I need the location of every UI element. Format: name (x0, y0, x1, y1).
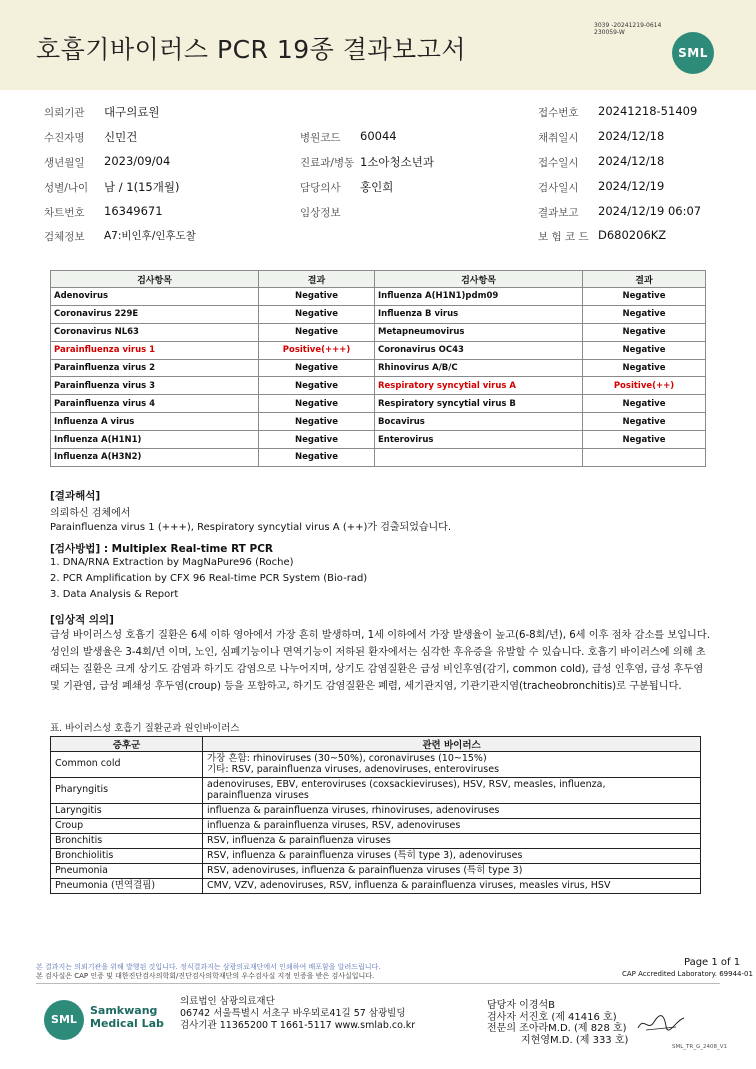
col-header-item: 검사항목 (375, 271, 583, 288)
col-header-item: 검사항목 (51, 271, 259, 288)
test-result: Negative (259, 288, 375, 306)
method-heading: [검사방법] : Multiplex Real-time RT PCR (50, 543, 273, 555)
result-row (51, 288, 706, 306)
value-chart-no: 16349671 (104, 204, 163, 218)
syndrome-body (51, 752, 701, 894)
label-report-date: 결과보고 (538, 207, 579, 219)
syndrome-name: Bronchitis (51, 834, 203, 849)
test-item-name: Bocavirus (375, 413, 583, 431)
method-step: 2. PCR Amplification by CFX 96 Real-time PCR System (Bio-rad) (50, 573, 368, 584)
test-result: Negative (583, 413, 706, 431)
sml-logo-icon: SML (672, 32, 714, 74)
organization-info: 의료법인 삼광의료재단 06742 서울특별시 서초구 바우뫼로41길 57 삼광빌딩 검사기관 11365200 T 1661-5117 www.smlab.co.kr (180, 996, 416, 1031)
test-result: Negative (259, 305, 375, 323)
document-id: 3039 -20241219-0614 230059-W (594, 22, 662, 36)
test-result: Positive(++) (583, 377, 706, 395)
interpretation-result: Parainfluenza virus 1 (+++), Respiratory syncytial virus A (++)가 검출되었습니다. (50, 522, 452, 533)
syndrome-viruses (203, 819, 701, 834)
result-row (51, 431, 706, 449)
clinical-heading: [임상적 의의] (50, 614, 114, 626)
syndrome-viruses (203, 834, 701, 849)
value-patient-name: 신민건 (104, 130, 138, 144)
clinical-text: 급성 바이러스성 호흡기 질환은 6세 이하 영아에서 가장 흔히 발생하며, 1세 이하에서 가장 발생율이 높고(6-8회/년), 6세 이후 점차 감소를 보입니다. 성인의 발생율은 3-4회/년 이며, 노인, 심폐기능이나 면역기능이 저하된 환자에서는 심각한 후유증을 유발할 수 있습니다. 호흡기 바이러스에 의해 초래되는 질환은 크게 상기도 감염과 하기도 감염으로 나누어지며, 상기도 감염질환은 급성 비인후염(감기, common cold), 급성 인후염, 급성 후두염 및 기관염, 급성 폐쇄성 후두염(croup) 등을 포함하고, 하기도 감염질환은 폐렴, 세기관지염, 기관기관지염(tracheobronchitis)로 구분됩니다. (50, 630, 710, 692)
syndrome-viruses (203, 879, 701, 894)
virus-line: influenza & parainfluenza viruses, rhinoviruses, adenoviruses (207, 804, 500, 816)
syndrome-viruses (203, 804, 701, 819)
test-result: Negative (583, 323, 706, 341)
test-result: Negative (259, 413, 375, 431)
value-insurance-code: D680206KZ (598, 228, 667, 242)
info-row (0, 224, 756, 248)
virus-line: parainfluenza viruses (207, 789, 309, 801)
virus-line: RSV, adenoviruses, influenza & parainfluenza viruses (특히 type 3) (207, 864, 523, 876)
test-item-name: Influenza A virus (51, 413, 259, 431)
col-header-result: 결과 (583, 271, 706, 288)
test-item-name: Enterovirus (375, 431, 583, 449)
virus-line: RSV, influenza & parainfluenza viruses (207, 834, 391, 846)
label-requesting-org: 의뢰기관 (44, 107, 85, 119)
test-result: Negative (259, 323, 375, 341)
test-result: Negative (259, 359, 375, 377)
value-received-date: 2024/12/18 (598, 154, 665, 168)
syndrome-viruses (203, 849, 701, 864)
virus-line: 가장 흔함: rhinoviruses (30~50%), coronaviruses (10~15%) (207, 753, 487, 764)
footer-cap-note: 본 검사실은 CAP 인증 및 대한진단검사의학회/진단검사의학재단의 우수검사실 지정 인증을 받은 검사실입니다. (36, 972, 375, 980)
syndrome-viruses (203, 752, 701, 778)
info-row (0, 125, 756, 149)
test-item-name (375, 449, 583, 467)
value-collection-date: 2024/12/18 (598, 129, 665, 143)
test-result: Negative (583, 359, 706, 377)
syndrome-name: Pneumonia (51, 864, 203, 879)
syndrome-viruses (203, 778, 701, 804)
test-item-name: Parainfluenza virus 1 (51, 341, 259, 359)
label-specimen: 검체정보 (44, 231, 85, 243)
label-collection-date: 채취일시 (538, 132, 579, 144)
result-row (51, 341, 706, 359)
physician-signature-icon (636, 1010, 686, 1036)
cap-accreditation: CAP Accredited Laboratory. 69944-01 (622, 970, 753, 978)
result-row (51, 377, 706, 395)
virus-line: 기타: RSV, parainfluenza viruses, adenoviruses, enteroviruses (207, 763, 500, 775)
test-item-name: Parainfluenza virus 4 (51, 395, 259, 413)
label-patient-name: 수진자명 (44, 132, 85, 144)
test-result: Negative (583, 341, 706, 359)
result-row (51, 395, 706, 413)
virus-line: adenoviruses, EBV, enteroviruses (coxsackieviruses), HSV, RSV, measles, influenza, (207, 779, 606, 790)
syndrome-row (51, 752, 701, 778)
result-row (51, 323, 706, 341)
test-item-name: Metapneumovirus (375, 323, 583, 341)
virus-line: CMV, VZV, adenoviruses, RSV, influenza & parainfluenza viruses, measles virus, HSV (207, 879, 611, 891)
value-birth-date: 2023/09/04 (104, 154, 171, 168)
sml-footer-logo-icon: SML (44, 1000, 84, 1040)
label-physician: 담당의사 (300, 182, 341, 194)
col-header-viruses: 관련 바이러스 (203, 737, 701, 752)
footer-note: 본 결과지는 의뢰기관을 위해 발행된 것입니다. 정식결과지는 삼광의료재단에서 인쇄하여 배포함을 알려드립니다. (36, 963, 381, 971)
test-item-name: Coronavirus NL63 (51, 323, 259, 341)
test-result: Negative (259, 449, 375, 467)
test-result: Positive(+++) (259, 341, 375, 359)
test-item-name: Influenza A(H3N2) (51, 449, 259, 467)
test-item-name: Rhinovirus A/B/C (375, 359, 583, 377)
syndrome-name: Croup (51, 819, 203, 834)
label-accession-no: 접수번호 (538, 107, 579, 119)
syndrome-name: Common cold (51, 752, 203, 778)
staff-list: 담당자 이경석B 검사자 서진호 (제 41416 호) 전문의 조아라M.D. (제 828 호) 지현영M.D. (제 333 호) (487, 1000, 629, 1046)
value-sex-age: 남 / 1(15개월) (104, 180, 180, 194)
syndrome-name: Pneumonia (면역결핍) (51, 879, 203, 894)
label-clinical-info: 임상정보 (300, 207, 341, 219)
label-insurance-code: 보 험 코 드 (538, 231, 589, 243)
value-report-date: 2024/12/19 06:07 (598, 204, 702, 218)
syndrome-table-caption: 표. 바이러스성 호흡기 질환군과 원인바이러스 (50, 723, 240, 734)
brand-name: Samkwang Medical Lab (90, 1004, 164, 1030)
report-header (0, 0, 756, 90)
results-body (51, 288, 706, 467)
syndrome-row (51, 804, 701, 819)
test-item-name: Parainfluenza virus 3 (51, 377, 259, 395)
value-specimen: A7:비인후/인후도찰 (104, 230, 196, 242)
test-result: Negative (583, 305, 706, 323)
value-accession-no: 20241218-51409 (598, 104, 698, 118)
result-row (51, 359, 706, 377)
label-test-date: 검사일시 (538, 182, 579, 194)
value-department: 1소아청소년과 (360, 155, 434, 169)
result-row (51, 449, 706, 467)
test-result (583, 449, 706, 467)
results-header-row (51, 271, 706, 288)
test-item-name: Influenza A(H1N1) (51, 431, 259, 449)
col-header-result: 결과 (259, 271, 375, 288)
test-item-name: Influenza A(H1N1)pdm09 (375, 288, 583, 306)
label-birth-date: 생년월일 (44, 157, 85, 169)
test-item-name: Adenovirus (51, 288, 259, 306)
label-sex-age: 성별/나이 (44, 182, 89, 194)
syndrome-row (51, 778, 701, 804)
value-requesting-org: 대구의료원 (104, 105, 160, 119)
label-hospital-code: 병원코드 (300, 132, 341, 144)
interpretation-line: 의뢰하신 검체에서 (50, 508, 131, 519)
test-item-name: Coronavirus OC43 (375, 341, 583, 359)
test-item-name: Influenza B virus (375, 305, 583, 323)
label-received-date: 접수일시 (538, 157, 579, 169)
test-result: Negative (583, 395, 706, 413)
test-result: Negative (259, 377, 375, 395)
form-code: SML_TR_G_2408_V1 (672, 1044, 728, 1050)
info-row (0, 100, 756, 124)
syndrome-name: Bronchiolitis (51, 849, 203, 864)
syndrome-row (51, 849, 701, 864)
syndrome-row (51, 834, 701, 849)
info-row (0, 200, 756, 224)
info-row (0, 150, 756, 174)
syndrome-header-row (51, 737, 701, 752)
test-item-name: Respiratory syncytial virus B (375, 395, 583, 413)
test-item-name: Parainfluenza virus 2 (51, 359, 259, 377)
footer-divider (36, 983, 720, 984)
method-step: 1. DNA/RNA Extraction by MagNaPure96 (Roche) (50, 557, 294, 568)
value-hospital-code: 60044 (360, 129, 397, 143)
report-title: 호흡기바이러스 PCR 19종 결과보고서 (36, 35, 467, 64)
value-physician: 홍인희 (360, 180, 394, 194)
virus-line: RSV, influenza & parainfluenza viruses (특히 type 3), adenoviruses (207, 849, 523, 861)
test-result: Negative (583, 431, 706, 449)
info-row (0, 175, 756, 199)
results-table (50, 270, 706, 467)
syndrome-name: Laryngitis (51, 804, 203, 819)
value-test-date: 2024/12/19 (598, 179, 665, 193)
label-chart-no: 차트번호 (44, 207, 85, 219)
test-result: Negative (259, 395, 375, 413)
method-step: 3. Data Analysis & Report (50, 589, 179, 600)
test-item-name: Coronavirus 229E (51, 305, 259, 323)
test-result: Negative (583, 288, 706, 306)
syndrome-name: Pharyngitis (51, 778, 203, 804)
syndrome-row (51, 819, 701, 834)
result-row (51, 305, 706, 323)
col-header-syndrome: 증후군 (51, 737, 203, 752)
interpretation-heading: [결과해석] (50, 490, 101, 502)
label-department: 진료과/병동 (300, 157, 355, 169)
test-result: Negative (259, 431, 375, 449)
syndrome-row (51, 864, 701, 879)
syndrome-viruses (203, 864, 701, 879)
result-row (51, 413, 706, 431)
syndrome-table (50, 736, 701, 894)
test-item-name: Respiratory syncytial virus A (375, 377, 583, 395)
virus-line: influenza & parainfluenza viruses, RSV, adenoviruses (207, 819, 461, 831)
syndrome-row (51, 879, 701, 894)
page-number: Page 1 of 1 (684, 957, 741, 968)
